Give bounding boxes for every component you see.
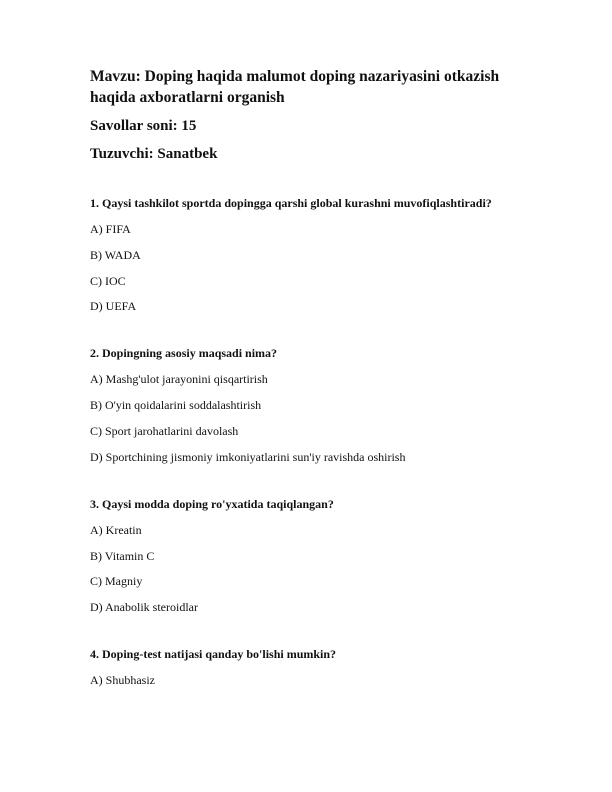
question-text: 3. Qaysi modda doping ro'yxatida taqiqlangan? — [90, 496, 334, 511]
document-title: Mavzu: Doping haqida malumot doping nazariyasini otkazish haqida axboratlarni organish — [90, 68, 500, 106]
answer-option: B) WADA — [90, 247, 141, 262]
answer-option: A) Shubhasiz — [90, 673, 155, 688]
question-text: 2. Dopingning asosiy maqsadi nima? — [90, 346, 278, 361]
answer-option: D) UEFA — [90, 299, 137, 314]
question-text: 1. Qaysi tashkilot sportda dopingga qarshi global kurashni muvofiqlashtiradi? — [90, 196, 492, 210]
author-line: Tuzuvchi: Sanatbek — [90, 146, 218, 162]
question-text: 4. Doping-test natijasi qanday bo'lishi mumkin? — [90, 647, 337, 662]
answer-option: C) Sport jarohatlarini davolash — [90, 423, 239, 438]
document-content — [90, 66, 530, 687]
answer-option: B) O'yin qoidalarini soddalashtirish — [90, 398, 262, 413]
question-4 — [90, 647, 530, 687]
question-2 — [90, 346, 530, 463]
question-3 — [90, 497, 530, 614]
answer-option: B) Vitamin C — [90, 548, 155, 563]
question-count: Savollar soni: 15 — [90, 118, 197, 134]
question-1 — [90, 196, 530, 313]
answer-option: A) FIFA — [90, 222, 131, 236]
answer-option: C) Magniy — [90, 574, 143, 589]
answer-option: A) Kreatin — [90, 522, 142, 537]
answer-option: A) Mashg'ulot jarayonini qisqartirish — [90, 372, 268, 387]
answer-option: C) IOC — [90, 273, 126, 288]
answer-option: D) Anabolik steroidlar — [90, 600, 198, 615]
answer-option: D) Sportchining jismoniy imkoniyatlarini sun'iy ravishda oshirish — [90, 449, 406, 464]
